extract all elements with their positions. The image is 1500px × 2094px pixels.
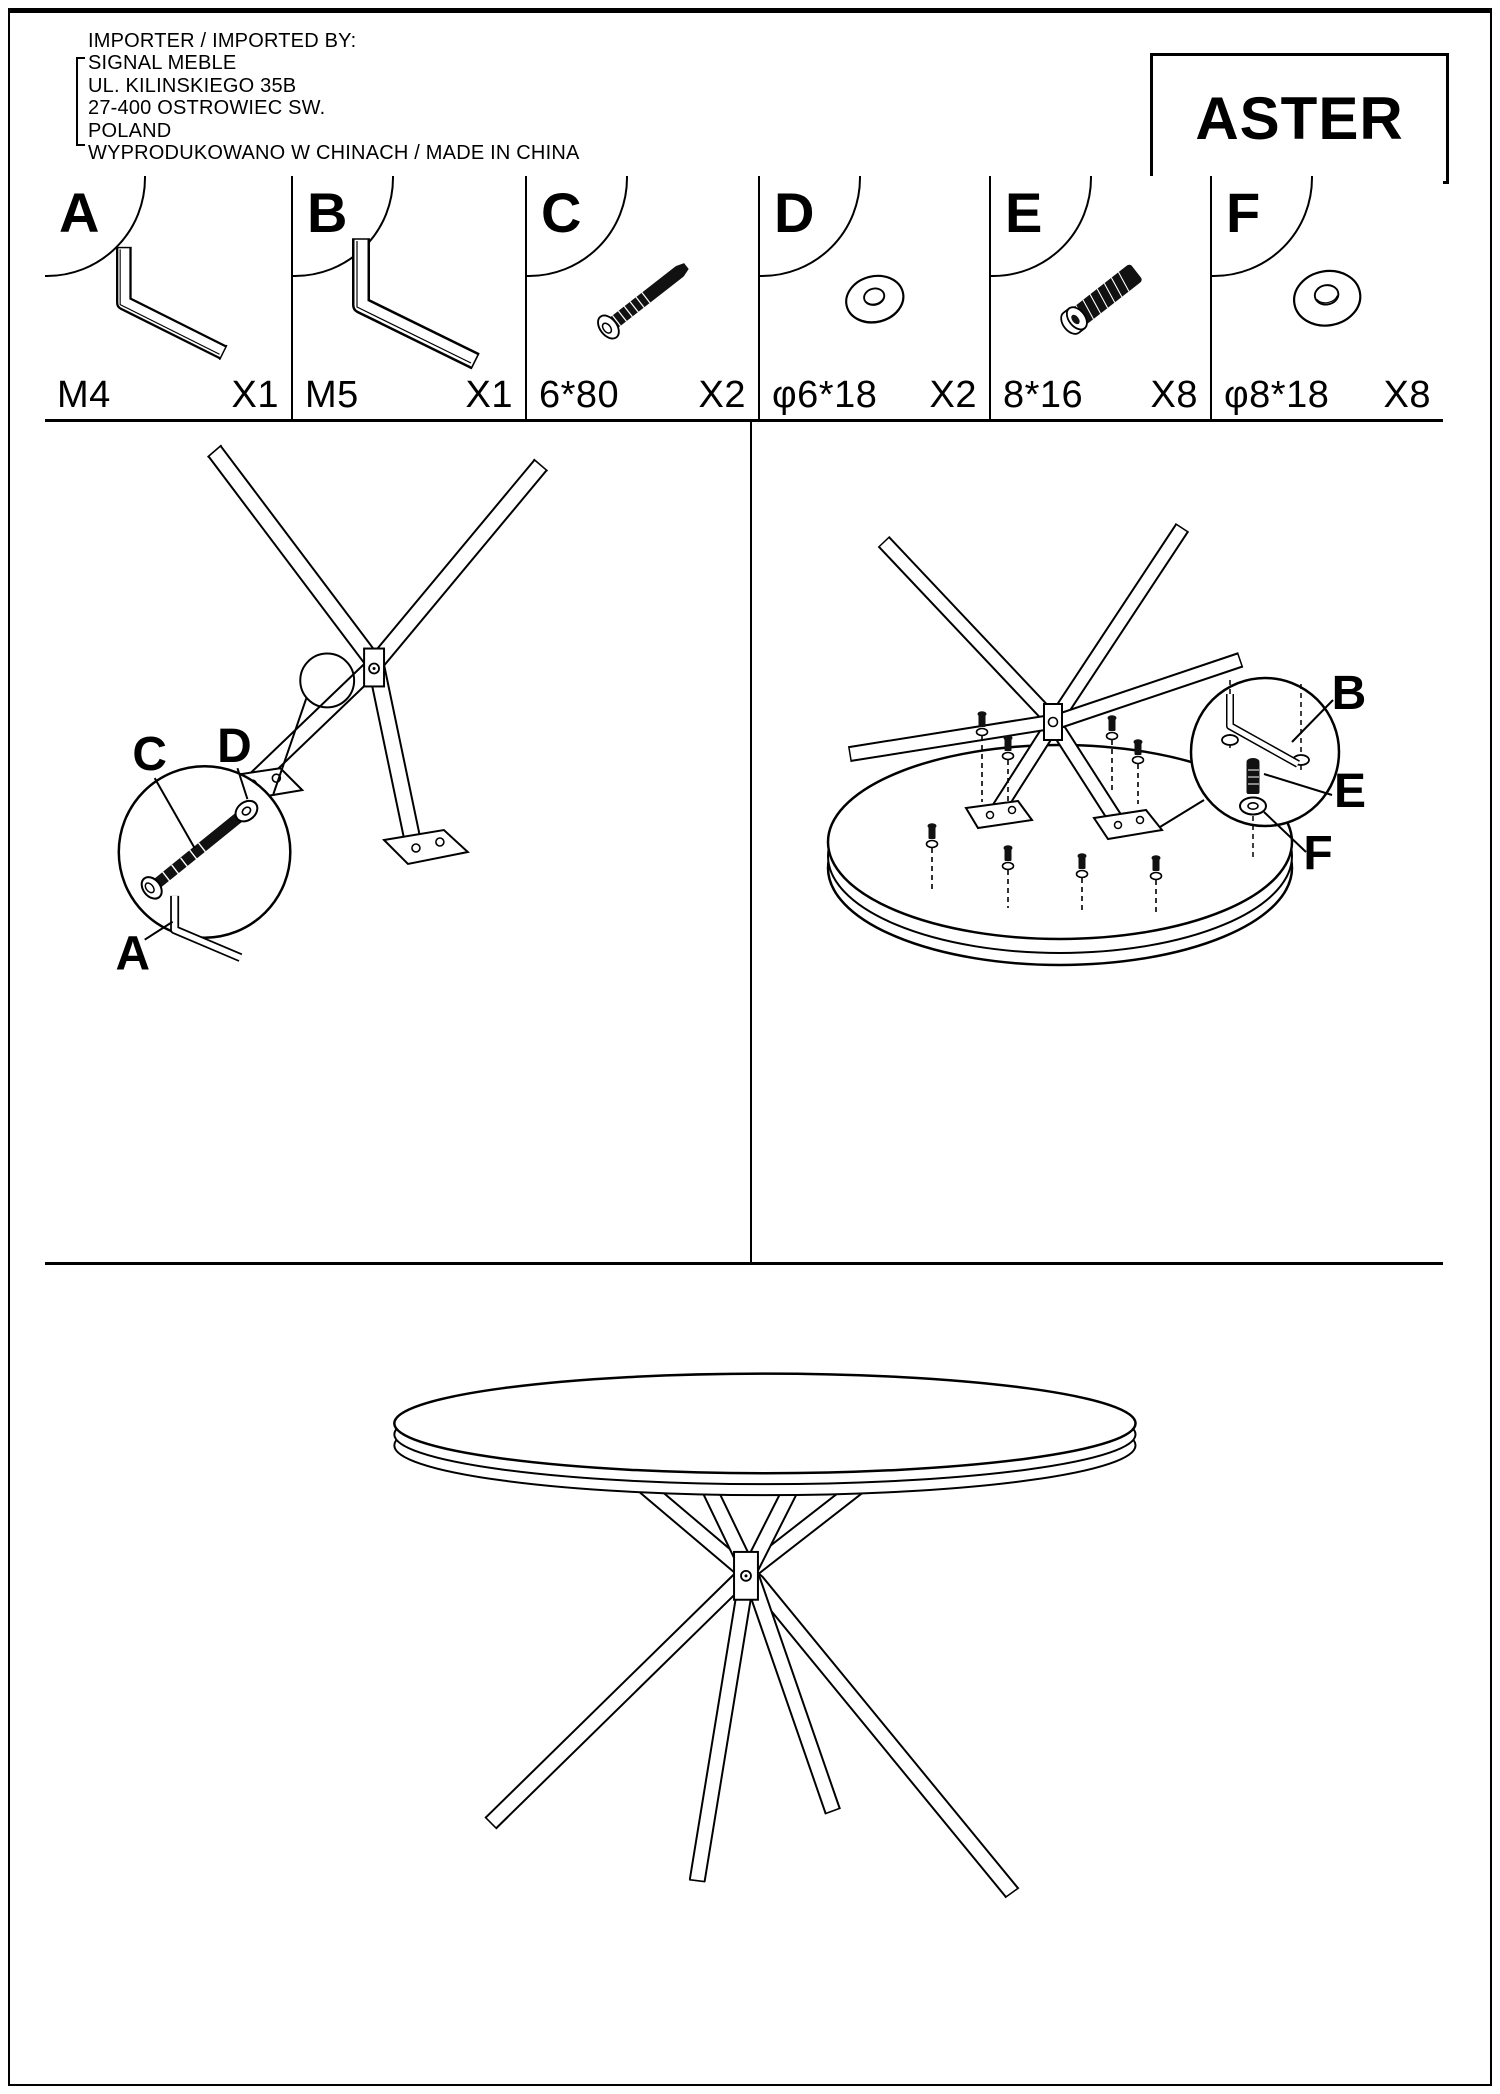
part-letter: D bbox=[774, 181, 815, 244]
part-qty: X8 bbox=[1150, 373, 1198, 416]
callout-label-d: D bbox=[217, 720, 252, 774]
product-title-box bbox=[1150, 53, 1449, 184]
part-cell-c bbox=[527, 176, 760, 422]
callout-label-b: B bbox=[1331, 667, 1367, 720]
part-qty: X8 bbox=[1383, 373, 1431, 416]
importer-line: 27-400 OSTROWIEC SW. bbox=[88, 97, 326, 120]
allen-key-icon bbox=[309, 225, 509, 375]
part-spec: 6*80 bbox=[539, 373, 620, 416]
part-spec: M4 bbox=[57, 373, 111, 416]
importer-line: POLAND bbox=[88, 119, 172, 142]
socket-bolt-icon bbox=[1011, 232, 1191, 367]
allen-key-icon bbox=[76, 231, 260, 369]
part-spec: M5 bbox=[305, 373, 359, 416]
step1-drawing bbox=[45, 422, 750, 1262]
step2-diagram bbox=[752, 422, 1443, 1262]
bolt-e-drawing bbox=[1247, 758, 1260, 794]
part-cell-d bbox=[760, 176, 991, 422]
part-letter: B bbox=[307, 181, 348, 244]
part-cell-f bbox=[1212, 176, 1443, 422]
importer-line: SIGNAL MEBLE bbox=[88, 52, 237, 75]
callout-label-f: F bbox=[1303, 827, 1333, 880]
part-cell-a bbox=[45, 176, 293, 422]
callout-label-a: A bbox=[115, 927, 151, 981]
callout-label-c: C bbox=[132, 728, 167, 782]
part-letter: C bbox=[541, 181, 582, 244]
hardware-parts-row bbox=[45, 176, 1443, 422]
part-spec: 8*16 bbox=[1003, 373, 1084, 416]
countersunk-bolt-icon bbox=[548, 230, 738, 370]
part-spec: φ6*18 bbox=[772, 373, 878, 416]
address-bracket bbox=[76, 57, 85, 146]
importer-line: UL. KILINSKIEGO 35B bbox=[88, 74, 297, 97]
step1-diagram bbox=[45, 422, 752, 1262]
origin-line: WYPRODUKOWANO W CHINACH / MADE IN CHINA bbox=[88, 142, 580, 165]
callout-label-e: E bbox=[1333, 765, 1367, 818]
foot-plate bbox=[384, 830, 468, 864]
washer-icon bbox=[1240, 234, 1415, 366]
part-letter: E bbox=[1005, 181, 1043, 244]
part-cell-b bbox=[293, 176, 527, 422]
table-legs bbox=[485, 1469, 1019, 1897]
step2-drawing bbox=[752, 422, 1443, 1262]
washer-icon bbox=[790, 235, 960, 365]
part-letter: A bbox=[59, 181, 100, 244]
table-top bbox=[394, 1374, 1135, 1496]
part-qty: X2 bbox=[698, 373, 746, 416]
part-spec: φ8*18 bbox=[1224, 373, 1330, 416]
importer-heading: IMPORTER / IMPORTED BY: bbox=[88, 30, 357, 52]
assembled-table-drawing bbox=[45, 1265, 1443, 2062]
part-cell-e bbox=[991, 176, 1212, 422]
part-qty: X2 bbox=[929, 373, 977, 416]
part-qty: X1 bbox=[231, 373, 279, 416]
part-letter: F bbox=[1226, 181, 1261, 244]
part-qty: X1 bbox=[465, 373, 513, 416]
product-title: ASTER bbox=[1195, 85, 1404, 152]
importer-block bbox=[88, 30, 580, 164]
assembled-table-diagram bbox=[45, 1262, 1443, 2062]
